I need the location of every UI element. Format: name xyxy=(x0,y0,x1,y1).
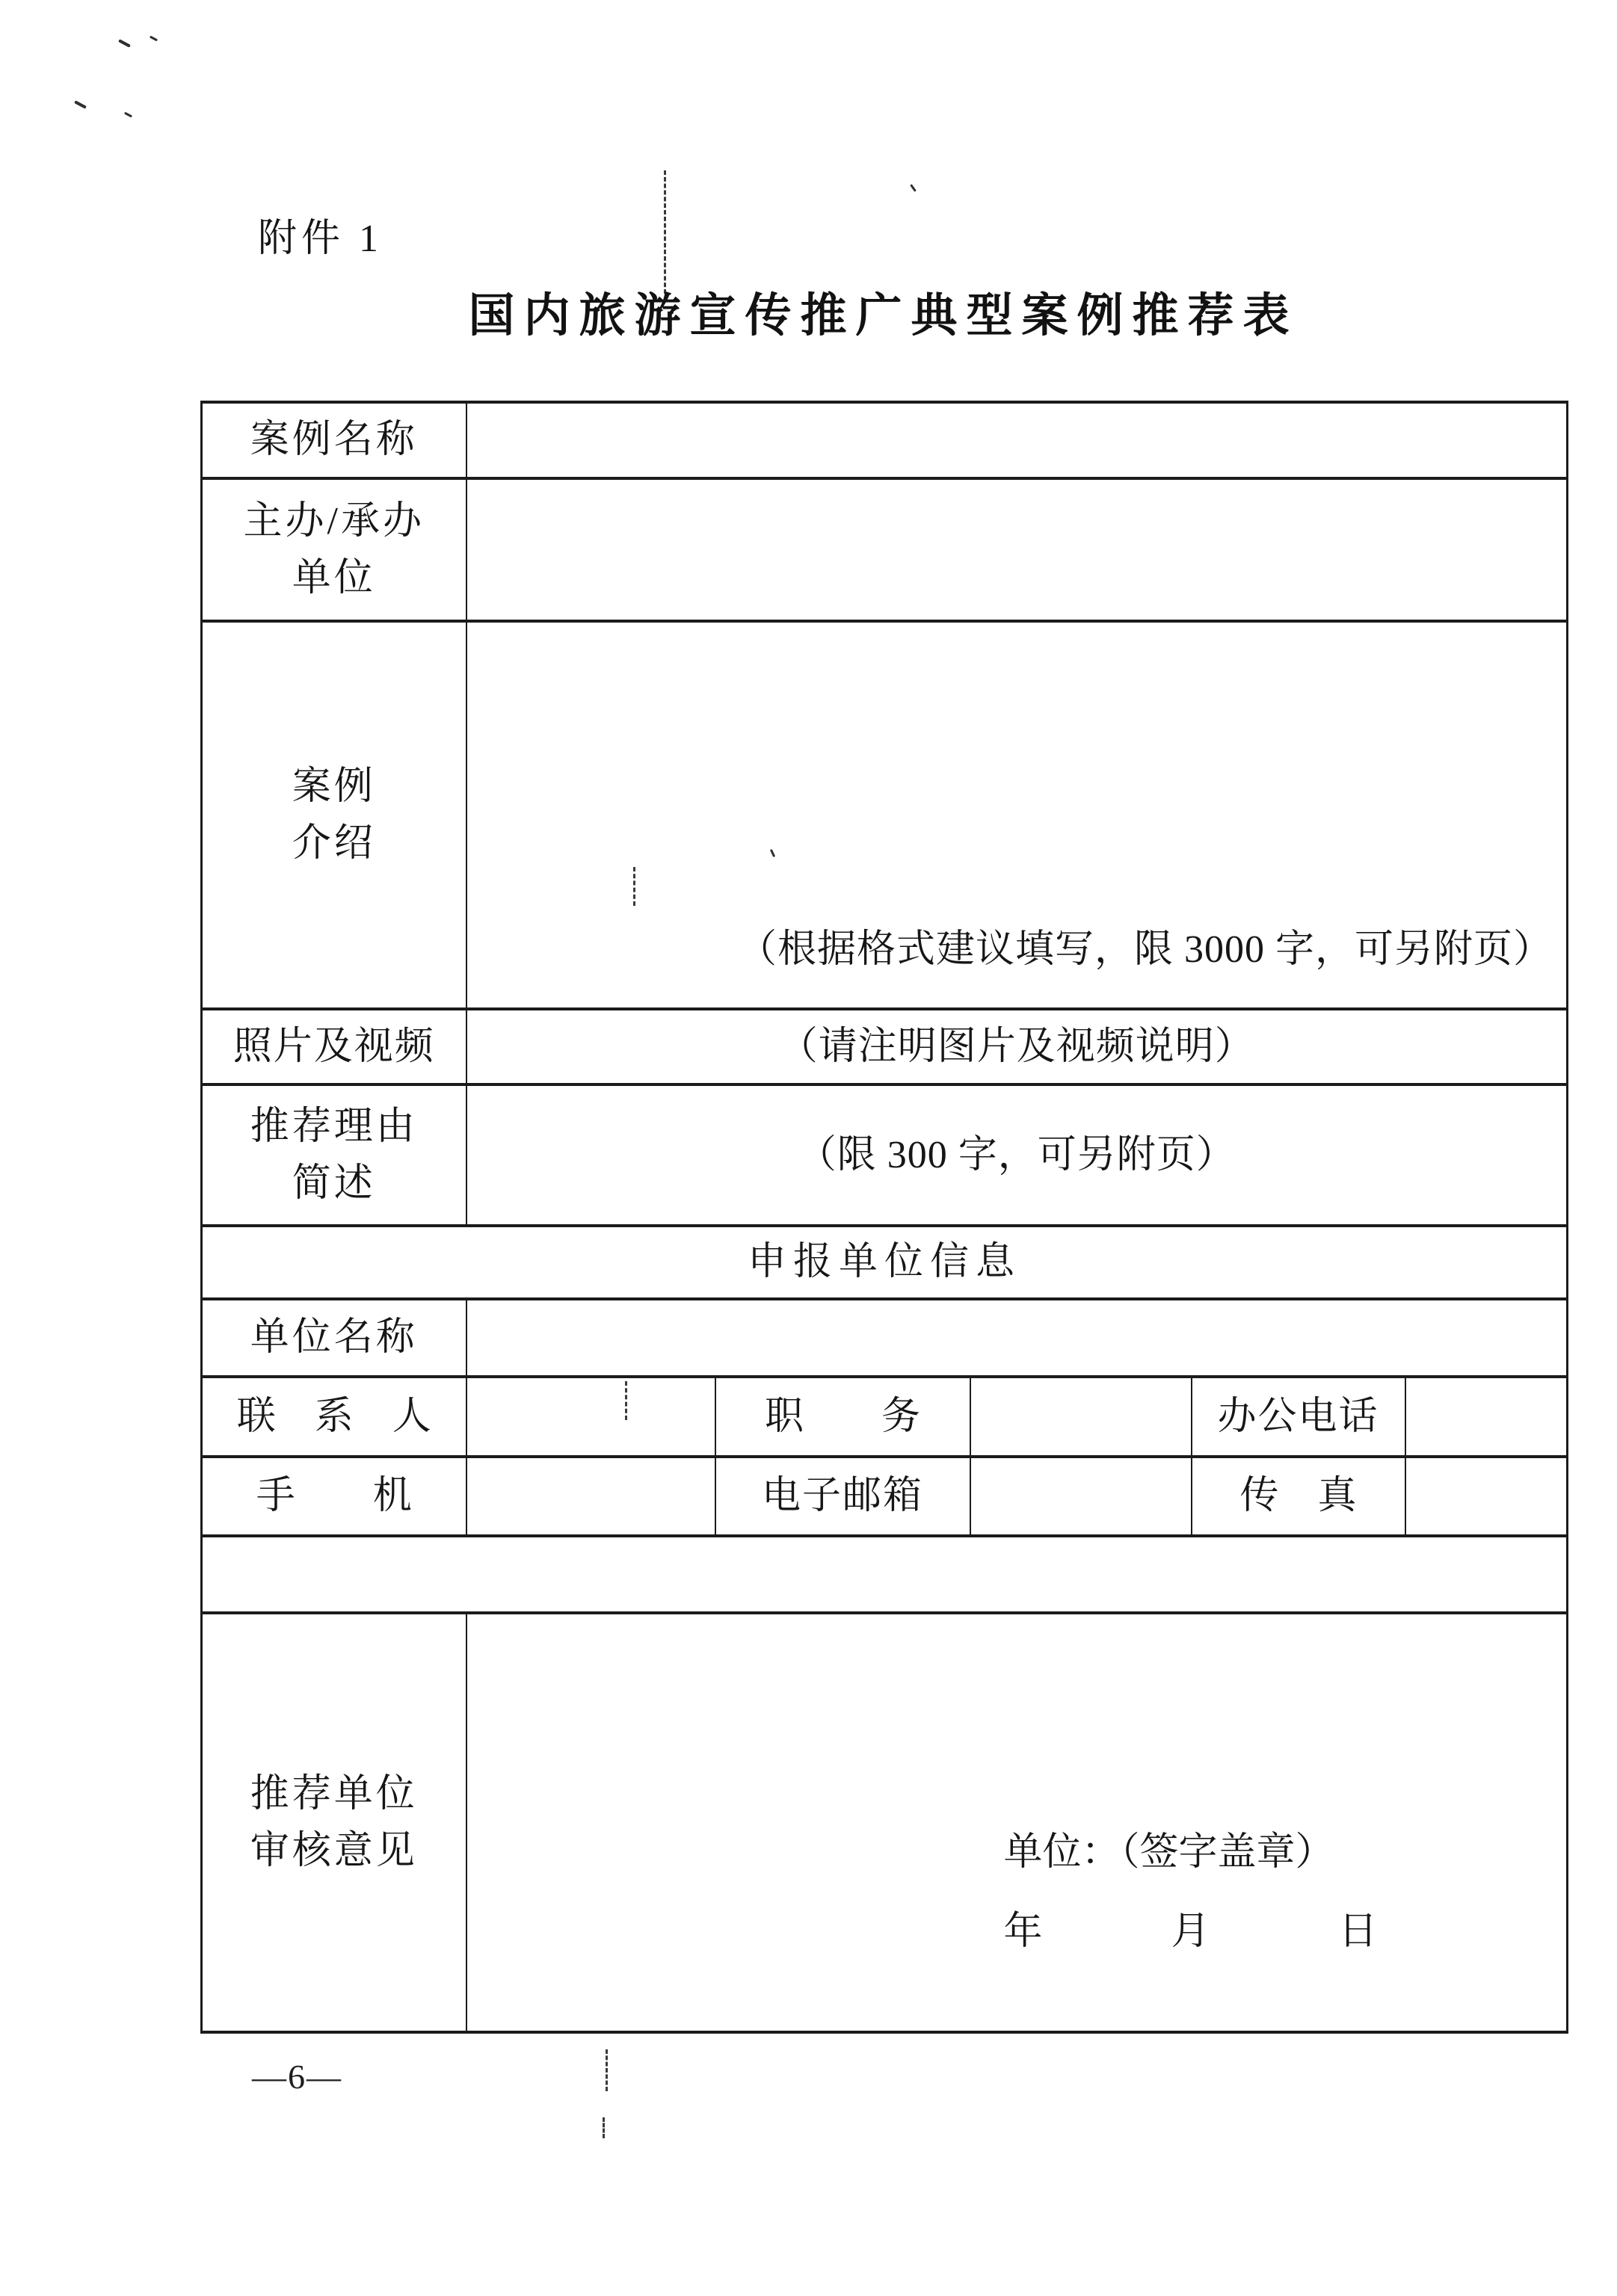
scan-artifact xyxy=(118,39,131,48)
date-month-label: 月 xyxy=(1171,1910,1210,1953)
email-value-cell xyxy=(970,1457,1192,1536)
email-label: 电子邮箱 xyxy=(715,1457,970,1536)
scan-artifact xyxy=(664,170,666,294)
reason-hint: （限 300 字，可另附页） xyxy=(797,1133,1236,1176)
table-row xyxy=(202,1084,1568,1226)
case-name-value-cell xyxy=(466,402,1568,478)
organizer-label xyxy=(202,478,466,621)
office-phone-label: 办公电话 xyxy=(1192,1377,1405,1457)
scan-artifact xyxy=(124,112,132,118)
review-opinion-label-line2: 审核意见 xyxy=(250,1829,418,1872)
scan-artifact xyxy=(910,184,917,192)
fax-value-cell xyxy=(1405,1457,1568,1536)
organizer-value-cell xyxy=(466,478,1568,621)
spacer-row-cell xyxy=(202,1536,1568,1613)
position-value-cell xyxy=(970,1377,1192,1457)
table-row xyxy=(202,1457,1568,1536)
table-row xyxy=(202,1009,1568,1084)
signature-date-line xyxy=(1004,1904,1378,1960)
photo-video-label: 照片及视频 xyxy=(202,1009,466,1084)
unit-name-label: 单位名称 xyxy=(202,1299,466,1377)
case-intro-hint: （根据格式建议填写，限 3000 字，可另附页） xyxy=(737,928,1553,971)
organizer-label-line2: 单位 xyxy=(292,556,376,599)
table-row xyxy=(202,621,1568,1009)
table-row xyxy=(202,1613,1568,2032)
position-label: 职 务 xyxy=(715,1377,970,1457)
reason-label-line2: 简述 xyxy=(292,1161,376,1205)
case-name-label: 案例名称 xyxy=(202,402,466,478)
photo-video-value-cell xyxy=(466,1009,1568,1084)
scan-artifact xyxy=(606,2049,608,2091)
table-row xyxy=(202,1377,1568,1457)
signature-unit-line: 单位：（签字盖章） xyxy=(1003,1831,1334,1874)
table-row xyxy=(202,1299,1568,1377)
reason-label xyxy=(202,1084,466,1226)
case-intro-value-cell xyxy=(466,621,1568,1009)
case-intro-label xyxy=(202,621,466,1009)
scan-artifact xyxy=(603,2117,605,2138)
scan-artifact xyxy=(74,100,87,109)
review-opinion-value-cell xyxy=(466,1613,1568,2032)
organizer-label-line1: 主办/承办 xyxy=(243,500,425,543)
photo-video-hint: （请注明图片及视频说明） xyxy=(778,1025,1254,1068)
section-header-declaring-unit: 申报单位信息 xyxy=(202,1226,1568,1299)
review-opinion-label xyxy=(202,1613,466,2032)
unit-name-value-cell xyxy=(466,1299,1568,1377)
fax-label: 传 真 xyxy=(1192,1457,1405,1536)
mobile-value-cell xyxy=(466,1457,715,1536)
reason-value-cell xyxy=(466,1084,1568,1226)
mobile-label: 手 机 xyxy=(202,1457,466,1536)
table-row xyxy=(202,478,1568,621)
date-day-label: 日 xyxy=(1338,1910,1378,1953)
recommendation-form-table xyxy=(200,401,1568,2034)
scan-artifact xyxy=(150,36,158,42)
office-phone-value-cell xyxy=(1405,1377,1568,1457)
contact-person-value-cell xyxy=(466,1377,715,1457)
signature-block xyxy=(1004,1824,1378,1960)
table-row xyxy=(202,1226,1568,1299)
contact-person-label: 联 系 人 xyxy=(202,1377,466,1457)
table-row xyxy=(202,1536,1568,1613)
review-opinion-label-line1: 推荐单位 xyxy=(250,1773,418,1816)
attachment-label: 附件 1 xyxy=(258,217,384,260)
reason-label-line1: 推荐理由 xyxy=(250,1105,418,1149)
table-row xyxy=(202,402,1568,478)
case-intro-label-line1: 案例 xyxy=(292,765,376,809)
page-title: 国内旅游宣传推广典型案例推荐表 xyxy=(468,290,1299,342)
date-year-label: 年 xyxy=(1003,1910,1043,1953)
case-intro-label-line2: 介绍 xyxy=(292,821,376,865)
page-number: —6— xyxy=(252,2058,342,2096)
